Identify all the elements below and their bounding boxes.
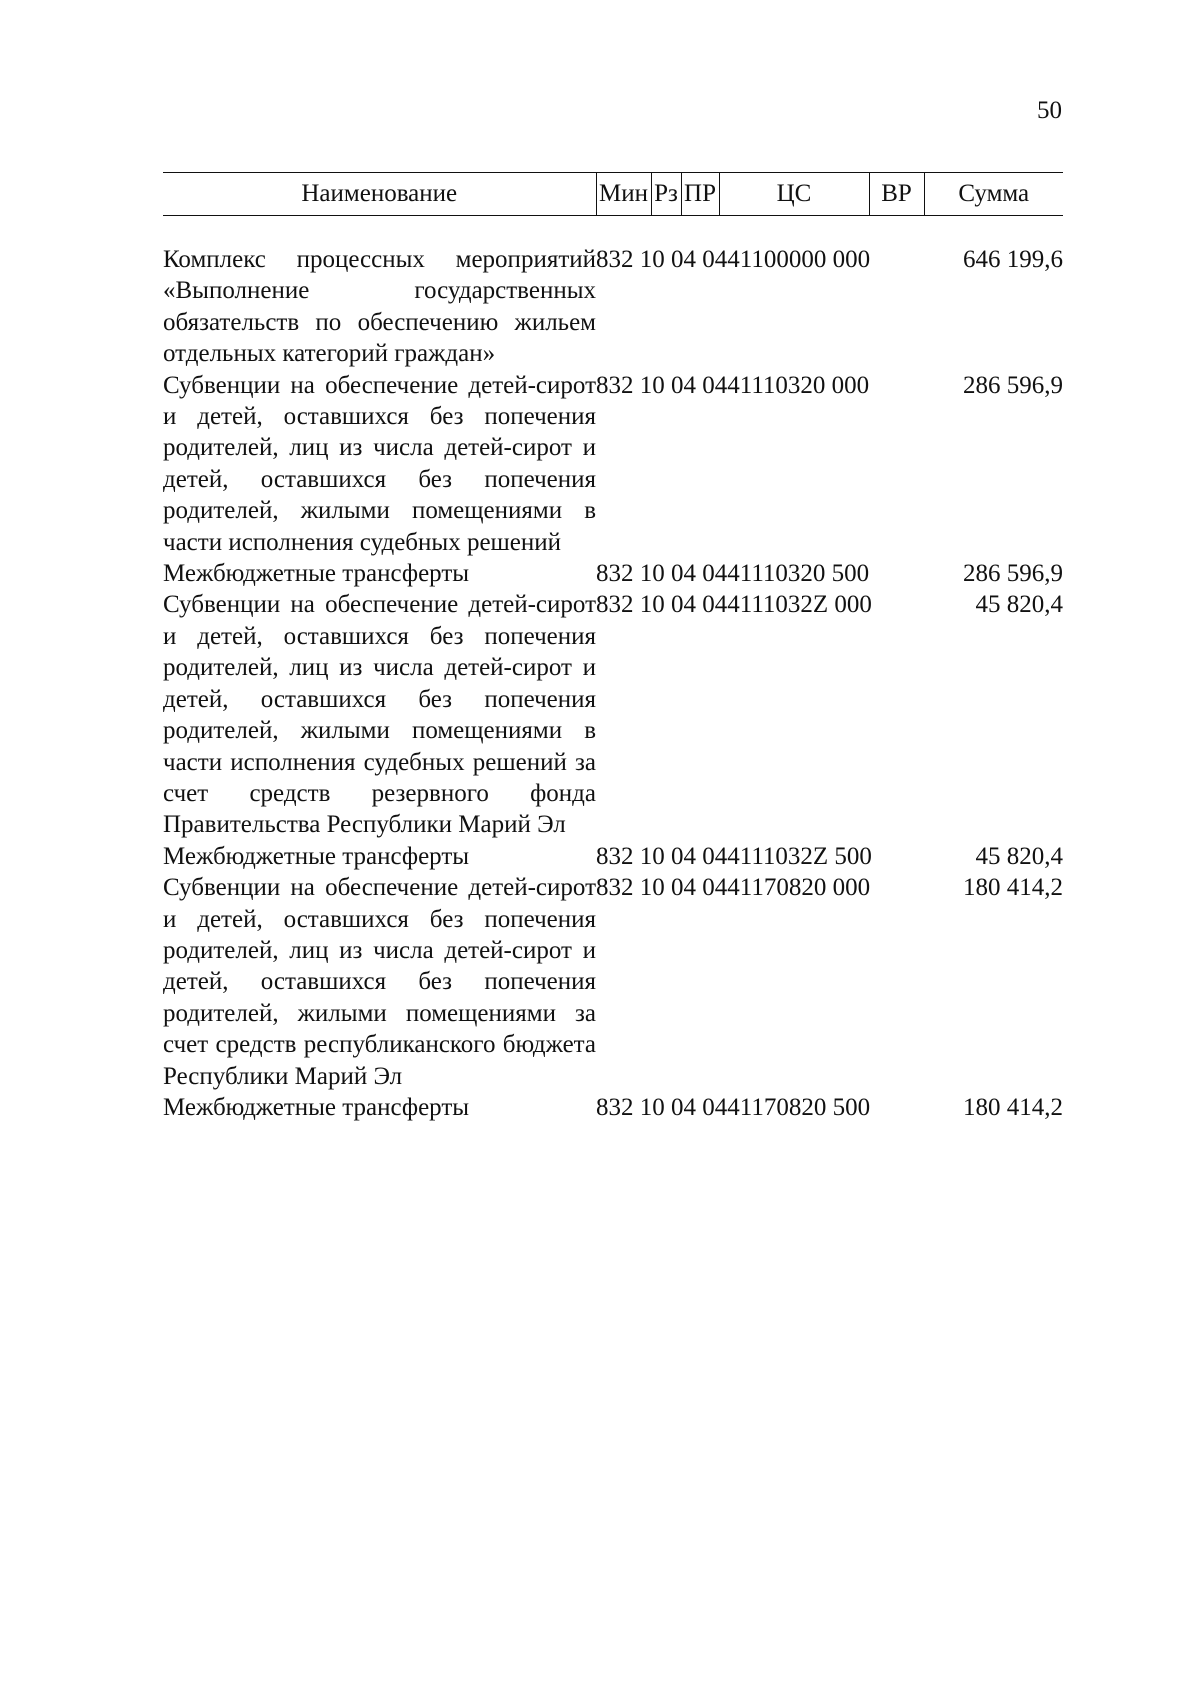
- row-sum: 45 820,4: [975, 842, 1063, 870]
- header-name: Наименование: [163, 173, 596, 216]
- table-row: [163, 841, 1063, 872]
- table-header-row: [163, 173, 1063, 216]
- row-codes: 832 10 04 0441100000 000: [596, 246, 871, 273]
- table-row: [163, 558, 1063, 589]
- row-name: Межбюджетные трансферты: [163, 1093, 470, 1121]
- row-codes: 832 10 04 044111032Z 500: [596, 842, 872, 870]
- header-vr: ВР: [869, 173, 924, 216]
- row-name: Межбюджетные трансферты: [163, 560, 470, 588]
- header-sum: Сумма: [924, 173, 1063, 216]
- header-cs: ЦС: [719, 173, 869, 216]
- row-sum: 286 596,9: [963, 371, 1063, 399]
- row-sum: 180 414,2: [963, 1093, 1063, 1121]
- row-name: Субвенции на обеспечение детей-сирот и детей, оставшихся без попечения родителей, лиц из числа детей-сирот и детей, оставшихся без попечения родителей, жилыми помещениями в части исполнения судебных решений: [163, 371, 596, 556]
- table-row: [163, 872, 1063, 1092]
- table-row: [163, 1092, 1063, 1123]
- table-row: [163, 370, 1063, 558]
- table-row: [163, 244, 1063, 370]
- row-codes: 832 10 04 0441110320 500: [596, 560, 870, 588]
- row-name: Субвенции на обеспечение детей-сирот и детей, оставшихся без попечения родителей, лиц из числа детей-сирот и детей, оставшихся без попечения родителей, жилыми помещениями за счет средств республиканского бюджета Республики Марий Эл: [163, 874, 596, 1090]
- budget-table: [163, 172, 1063, 1123]
- row-sum: 45 820,4: [975, 591, 1063, 619]
- table-row: [163, 589, 1063, 840]
- spacer-row: [163, 216, 1063, 245]
- row-name: Комплекс процессных мероприятий «Выполнение государственных обязательств по обеспечению жильем отдельных категорий граждан»: [163, 246, 596, 368]
- row-name: Субвенции на обеспечение детей-сирот и детей, оставшихся без попечения родителей, лиц из числа детей-сирот и детей, оставшихся без попечения родителей, жилыми помещениями в части исполнения судебных решений за счет средств резервного фонда Правительства Республики Марий Эл: [163, 591, 596, 839]
- row-sum: 286 596,9: [963, 560, 1063, 588]
- row-name: Межбюджетные трансферты: [163, 842, 470, 870]
- header-pr: ПР: [681, 173, 719, 216]
- row-codes: 832 10 04 0441170820 000: [596, 874, 871, 902]
- header-min: Мин: [596, 173, 651, 216]
- page-number: 50: [1037, 97, 1062, 124]
- row-codes: 832 10 04 0441110320 000: [596, 371, 870, 399]
- row-codes: 832 10 04 044111032Z 000: [596, 591, 872, 619]
- row-sum: 180 414,2: [963, 874, 1063, 902]
- row-codes: 832 10 04 0441170820 500: [596, 1093, 871, 1121]
- header-rz: Рз: [651, 173, 681, 216]
- row-sum: 646 199,6: [963, 246, 1063, 273]
